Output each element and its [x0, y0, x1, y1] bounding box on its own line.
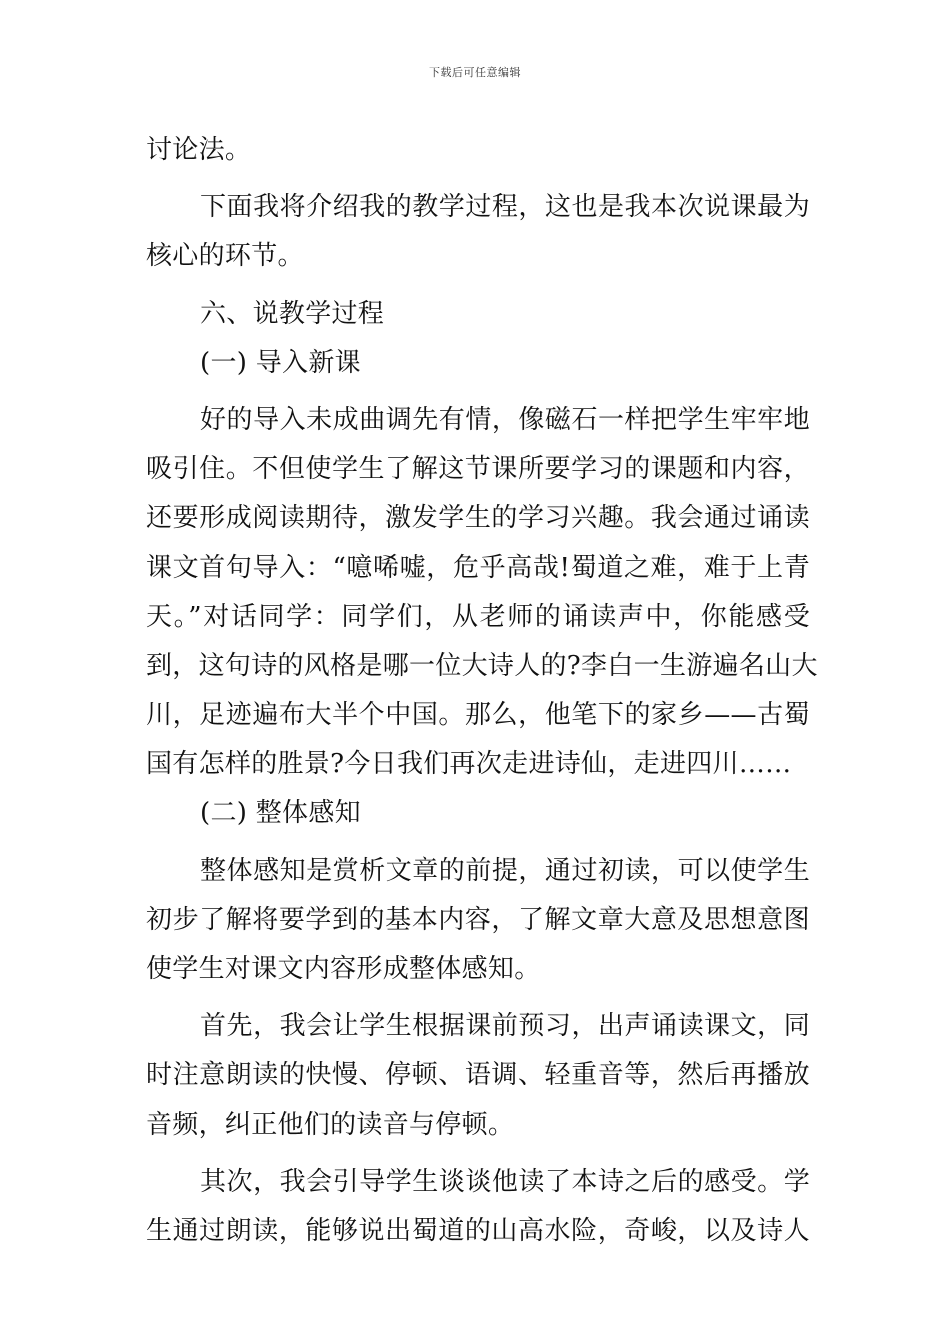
section-heading: 六、说教学过程	[200, 298, 385, 329]
text-line: 核心的环节。	[146, 241, 304, 272]
text-line: 国有怎样的胜景?今日我们再次走进诗仙，走进四川……	[146, 749, 792, 780]
text-line: 讨论法。	[146, 135, 252, 165]
text-line: 时注意朗读的快慢、停顿、语调、轻重音等，然后再播放	[146, 1060, 810, 1091]
page-header: 下载后可任意编辑	[429, 66, 521, 79]
text-line: 好的导入未成曲调先有情，像磁石一样把学生牢牢地	[200, 404, 810, 435]
paragraph-gap	[146, 388, 810, 396]
text-line: 生通过朗读，能够说出蜀道的山高水险，奇峻，以及诗人	[146, 1215, 810, 1246]
paragraph-gap	[146, 1150, 810, 1158]
text-line: 初步了解将要学到的基本内容，了解文章大意及思想意图	[146, 904, 810, 935]
text-line: 还要形成阅读期待，激发学生的学习兴趣。我会通过诵读	[146, 503, 810, 534]
text-line: 其次，我会引导学生谈谈他读了本诗之后的感受。学	[200, 1166, 810, 1197]
subsection-heading: (一) 导入新课	[200, 347, 361, 378]
text-line: 川，足迹遍布大半个中国。那么，他笔下的家乡——古蜀	[146, 700, 810, 731]
document-body	[146, 126, 818, 1256]
text-line: 到，这句诗的风格是哪一位大诗人的?李白一生游遍名山大	[146, 650, 818, 681]
paragraph-gap	[146, 282, 810, 290]
text-line: 使学生对课文内容形成整体感知。	[146, 954, 541, 984]
text-line: 首先，我会让学生根据课前预习，出声诵读课文，同	[200, 1011, 810, 1042]
paragraph-gap	[146, 839, 810, 847]
text-line: 吸引住。不但使学生了解这节课所要学习的课题和内容，	[146, 454, 810, 485]
text-line: 音频，纠正他们的读音与停顿。	[146, 1109, 515, 1140]
text-line: 下面我将介绍我的教学过程，这也是我本次说课最为	[200, 192, 810, 223]
text-line: 天。”对话同学：同学们，从老师的诵读声中，你能感受	[146, 601, 810, 632]
paragraph-gap	[146, 994, 810, 1002]
paragraph-gap	[146, 175, 810, 183]
text-line: 整体感知是赏析文章的前提，通过初读，可以使学生	[200, 855, 810, 886]
subsection-heading: (二) 整体感知	[200, 798, 361, 829]
text-line: 课文首句导入：“噫唏嘘，危乎高哉!蜀道之难，难于上青	[146, 552, 810, 583]
